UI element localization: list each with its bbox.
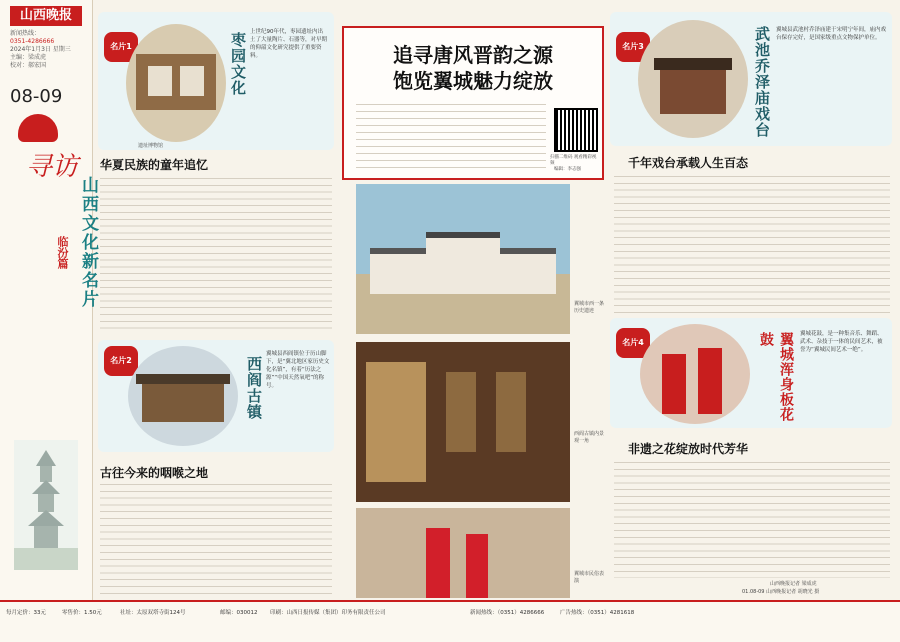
main-headline-line1: 追寻唐风晋韵之源 — [393, 43, 553, 67]
article-4-body — [614, 458, 890, 578]
caption-3: 西阎古镇内景观一角 — [574, 431, 605, 444]
card-2-badge: 名片2 — [104, 346, 138, 376]
caption-2: 翼城市西一条历史遗迹 — [574, 301, 605, 314]
caption-1: 遗址博物馆 — [138, 143, 164, 149]
corridor-photo — [356, 342, 570, 502]
card-2-blurb: 翼城县西阎镇位于历山脚下，是“翼北地区家历史文化名镇”，有着“历法之源”“中国天然氧吧”的称号。 — [266, 351, 330, 389]
card-2 — [98, 340, 334, 452]
article-1-body — [100, 174, 332, 334]
museum-photo — [126, 24, 226, 142]
issue-date: 2024年1月3日 星期三 — [10, 46, 71, 53]
main-intro-text — [356, 100, 546, 170]
folk-performance-photo — [356, 508, 570, 598]
qr-credit: 编辑：李志强 — [554, 167, 581, 172]
footer-zip: 邮编：030012 — [220, 610, 258, 616]
card-1 — [98, 12, 334, 150]
card-3 — [610, 12, 892, 146]
newspaper-logo: 山西晚报 — [10, 6, 82, 26]
main-headline-box — [342, 26, 604, 180]
footer-price: 每月定价：33元 — [6, 610, 46, 616]
writer-credit: 山西晚报记者 梁成虎 — [770, 581, 817, 587]
ancient-town-photo — [128, 346, 238, 446]
card-4-blurb: 翼城花鼓，是一种集音乐、舞蹈、武术、杂技于一体的民间艺术，被誉为“翼城民间艺术一绝”。 — [800, 331, 883, 353]
tel-number: 0351-4286666 — [10, 38, 55, 45]
card-1-badge: 名片1 — [104, 32, 138, 62]
main-headline-line2: 饱览翼城魅力绽放 — [393, 69, 553, 93]
footer-ad-phone: 广告热线：（0351）4281618 — [560, 610, 635, 616]
caption-4: 翼城市民俗表演 — [574, 571, 605, 584]
qr-code-icon[interactable] — [554, 108, 598, 152]
section-subtitle: 临汾篇 — [56, 236, 69, 269]
footer — [0, 600, 900, 642]
editor-line: 主编：梁成虎 — [10, 54, 47, 61]
footer-address: 社址：太原双塔寺街124号 — [120, 610, 186, 616]
article-1-title: 华夏民族的童年追忆 — [100, 158, 209, 172]
card-3-name: 武池乔泽庙戏台 — [753, 26, 771, 138]
article-2-title: 古往今来的咽喉之地 — [100, 466, 209, 480]
photo-credit: 01.08-09 山西晚报记者 胡晓光 摄 — [742, 589, 820, 595]
card-1-blurb: 上世纪90年代，枣园遗址内出土了大量陶片、石器等，对早期的仰韶文化研究提供了重要资料。 — [250, 29, 328, 59]
article-3-body — [614, 172, 890, 314]
pagoda-icon — [14, 440, 78, 570]
section-title-block — [20, 146, 98, 416]
opera-stage-photo — [638, 20, 748, 138]
card-4-name: 翼城浑身板花鼓 — [758, 332, 794, 422]
section-title: 山西文化新名片 — [78, 176, 98, 309]
card-3-badge: 名片3 — [616, 32, 650, 62]
footer-hotline: 新闻热线：（0351）4286666 — [470, 610, 545, 616]
card-1-name: 枣园文化 — [229, 32, 247, 96]
section-xun: 寻访 — [26, 152, 79, 182]
footer-printer: 印刷：山西日报传媒（集团）印务有限责任公司 — [270, 610, 386, 616]
article-3-title: 千年戏台承载人生百态 — [628, 156, 749, 170]
card-4-badge: 名片4 — [616, 328, 650, 358]
tel-label: 新闻热线： — [10, 30, 41, 37]
page-numbers: 08-09 — [10, 86, 63, 107]
card-2-name: 西阎古镇 — [245, 356, 263, 420]
sidebar — [0, 0, 98, 600]
memorial-wall-photo — [356, 184, 570, 334]
article-2-body — [100, 480, 332, 596]
qr-caption: 扫描二维码 观看精彩视频 — [550, 155, 597, 166]
card-3-blurb: 翼城县武池村乔泽庙建于宋明宁年间，庙内戏台保存完好，是国家级重点文物保护单位。 — [776, 27, 887, 41]
footer-single: 零售价：1.50元 — [62, 610, 102, 616]
drum-dance-photo — [640, 324, 750, 424]
card-4 — [610, 318, 892, 428]
proof-line: 校对：郝宏国 — [10, 62, 47, 69]
article-4-title: 非遗之花绽放时代芳华 — [628, 442, 749, 456]
masthead-meta — [10, 30, 88, 70]
section-emblem-icon — [18, 114, 58, 142]
